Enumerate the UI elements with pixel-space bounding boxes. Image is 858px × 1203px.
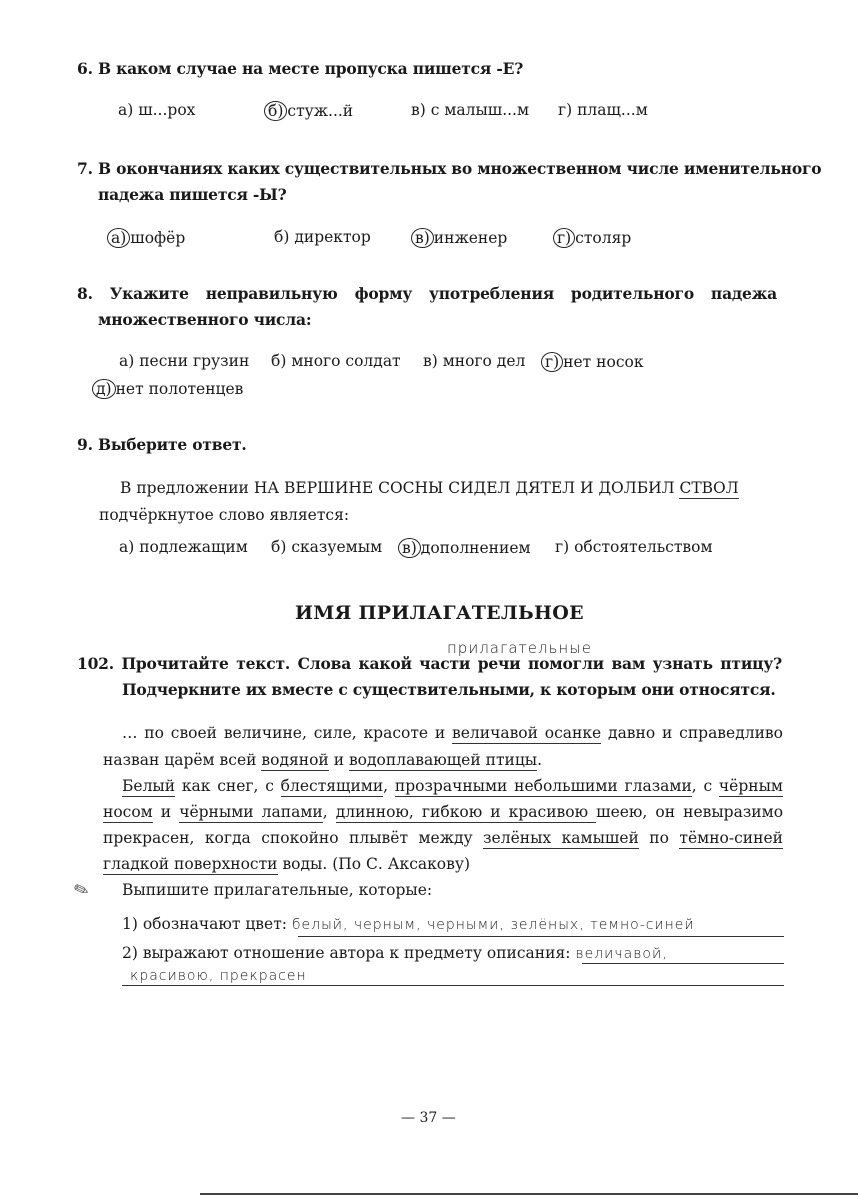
- option-2[interactable]: [415, 228, 507, 248]
- option-label: в): [411, 228, 434, 248]
- option-2[interactable]: [402, 538, 531, 558]
- option-3[interactable]: [545, 352, 644, 372]
- option-1[interactable]: [274, 228, 371, 246]
- option-label: в): [411, 101, 426, 119]
- passage-text: как снег, с: [175, 777, 281, 795]
- option-label: б): [271, 538, 287, 556]
- option-label: г): [553, 228, 575, 248]
- option-label: в): [423, 352, 438, 370]
- q9-title: 9. Выберите ответ.: [77, 435, 247, 454]
- section-title: ИМЯ ПРИЛАГАТЕЛЬНОЕ: [295, 602, 584, 624]
- option-text: песни грузин: [134, 352, 250, 370]
- option-2[interactable]: [411, 101, 529, 119]
- passage-text: и: [328, 751, 349, 769]
- option-0[interactable]: [111, 228, 185, 248]
- ex102-title-line2: Подчеркните их вместе с существительными, к которым они относятся.: [122, 680, 776, 699]
- passage-text: шеею, он невыразимо: [596, 803, 784, 821]
- answer-line-3: [122, 985, 784, 986]
- option-label: г): [558, 101, 573, 119]
- page-edge-line: [200, 1193, 858, 1195]
- option-text: столяр: [575, 229, 632, 247]
- option-text: плащ...м: [572, 101, 648, 119]
- option-text: дополнением: [420, 539, 531, 557]
- underlined-phrase: водоплавающей птицы: [348, 751, 538, 769]
- option-label: а): [119, 352, 135, 370]
- item2-answer-field-2[interactable]: красивою, прекрасен: [130, 968, 307, 984]
- option-text: подлежащим: [134, 538, 248, 556]
- underlined-phrase: чёрным: [718, 777, 783, 795]
- pencil-icon: ✎: [70, 878, 93, 903]
- passage-line: [103, 802, 783, 822]
- underlined-phrase: чёрными лапами: [179, 803, 323, 821]
- q9-sentence-line1: [120, 478, 739, 498]
- option-label: д): [92, 379, 116, 399]
- option-1[interactable]: [271, 352, 401, 370]
- underlined-phrase: прозрачными небольшими глазами: [394, 777, 692, 795]
- passage-text: ,: [322, 803, 336, 821]
- option-4[interactable]: [96, 379, 243, 399]
- item2-label: 2) выражают отношение автора к предмету описания:: [122, 944, 576, 962]
- passage-text: по: [638, 829, 680, 847]
- option-label: г): [541, 352, 563, 372]
- option-text: директор: [289, 228, 371, 246]
- option-text: нет носок: [563, 353, 644, 371]
- q9-sentence-line2: подчёркнутое слово является:: [99, 506, 350, 524]
- option-text: обстоятельством: [569, 538, 713, 556]
- option-1[interactable]: [271, 538, 382, 556]
- passage-text: и: [152, 803, 180, 821]
- option-text: много солдат: [286, 352, 401, 370]
- option-label: а): [107, 228, 130, 248]
- ex102-item1: [122, 914, 695, 935]
- passage-text: .: [537, 751, 543, 769]
- passage-line: [122, 723, 783, 743]
- ex102-title-line1: 102. Прочитайте текст. Слова какой части речи помогли вам узнать птицу?: [77, 654, 782, 673]
- underlined-phrase: длинною, гибкою и красивою: [335, 803, 597, 821]
- option-3[interactable]: [555, 538, 713, 556]
- underlined-phrase: гладкой поверхности: [103, 855, 278, 873]
- underlined-phrase: носом: [103, 803, 153, 821]
- option-text: с малыш...м: [425, 101, 530, 119]
- item1-label: 1) обозначают цвет:: [122, 915, 292, 933]
- handwritten-note: прилагательные: [447, 639, 592, 657]
- option-3[interactable]: [557, 228, 631, 248]
- q7-title-line2: падежа пишется -Ы?: [98, 185, 287, 204]
- q6-title: 6. В каком случае на месте пропуска пишется -Е?: [77, 59, 524, 78]
- passage-text: прекрасен, когда спокойно плывёт между: [103, 829, 484, 847]
- q8-title-line2: множественного числа:: [98, 310, 312, 329]
- passage-line: [103, 750, 542, 770]
- passage-line: [103, 828, 783, 848]
- option-0[interactable]: [119, 538, 248, 556]
- option-1[interactable]: [268, 101, 353, 121]
- q7-title-line1: 7. В окончаниях каких существительных во множественном числе именительного: [77, 159, 822, 178]
- passage-text: воды. (По С. Аксакову): [277, 855, 471, 873]
- underlined-phrase: зелёных камышей: [483, 829, 639, 847]
- option-text: сказуемым: [286, 538, 383, 556]
- passage-text: ,: [383, 777, 395, 795]
- item2-answer-field-1[interactable]: величавой,: [575, 946, 668, 962]
- ex102-task: Выпишите прилагательные, которые:: [122, 881, 433, 899]
- q9-sentence-text: В предложении НА ВЕРШИНЕ СОСНЫ СИДЕЛ ДЯТЕЛ И ДОЛБИЛ: [120, 479, 680, 497]
- item1-answer-field[interactable]: белый, черным, черными, зелёных, темно-синей: [291, 917, 695, 933]
- option-text: шофёр: [130, 229, 186, 247]
- passage-line: [103, 854, 470, 874]
- page-number: — 37 —: [401, 1110, 456, 1126]
- q8-title-line1: 8. Укажите неправильную форму употребления родительного падежа: [77, 284, 777, 303]
- option-label: б): [274, 228, 290, 246]
- option-2[interactable]: [423, 352, 525, 370]
- option-text: нет полотенцев: [115, 380, 244, 398]
- underlined-phrase: блестящими: [280, 777, 384, 795]
- option-3[interactable]: [558, 101, 648, 119]
- underlined-phrase: Белый: [122, 777, 176, 795]
- passage-text: … по своей величине, силе, красоте и: [122, 724, 453, 742]
- passage-text: давно и справедливо: [601, 724, 783, 742]
- passage-text: , с: [691, 777, 719, 795]
- option-label: в): [398, 538, 421, 558]
- passage-line: [122, 776, 783, 796]
- underlined-phrase: водяной: [261, 751, 329, 769]
- answer-line-1: [298, 936, 784, 937]
- answer-line-2: [582, 963, 784, 964]
- option-label: а): [119, 538, 135, 556]
- option-label: г): [555, 538, 570, 556]
- q9-underlined-word: СТВОЛ: [679, 479, 739, 497]
- ex102-item2: [122, 943, 668, 964]
- option-text: много дел: [437, 352, 526, 370]
- option-text: инженер: [433, 229, 508, 247]
- underlined-phrase: величавой осанке: [452, 724, 602, 742]
- option-0[interactable]: [119, 352, 249, 370]
- underlined-phrase: тёмно-синей: [679, 829, 783, 847]
- passage-text: назван царём всей: [103, 751, 262, 769]
- option-text: ш...рох: [133, 101, 196, 119]
- option-label: б): [264, 101, 287, 121]
- option-label: а): [118, 101, 134, 119]
- option-label: б): [271, 352, 287, 370]
- option-text: стуж...й: [287, 102, 354, 120]
- option-0[interactable]: [118, 101, 195, 119]
